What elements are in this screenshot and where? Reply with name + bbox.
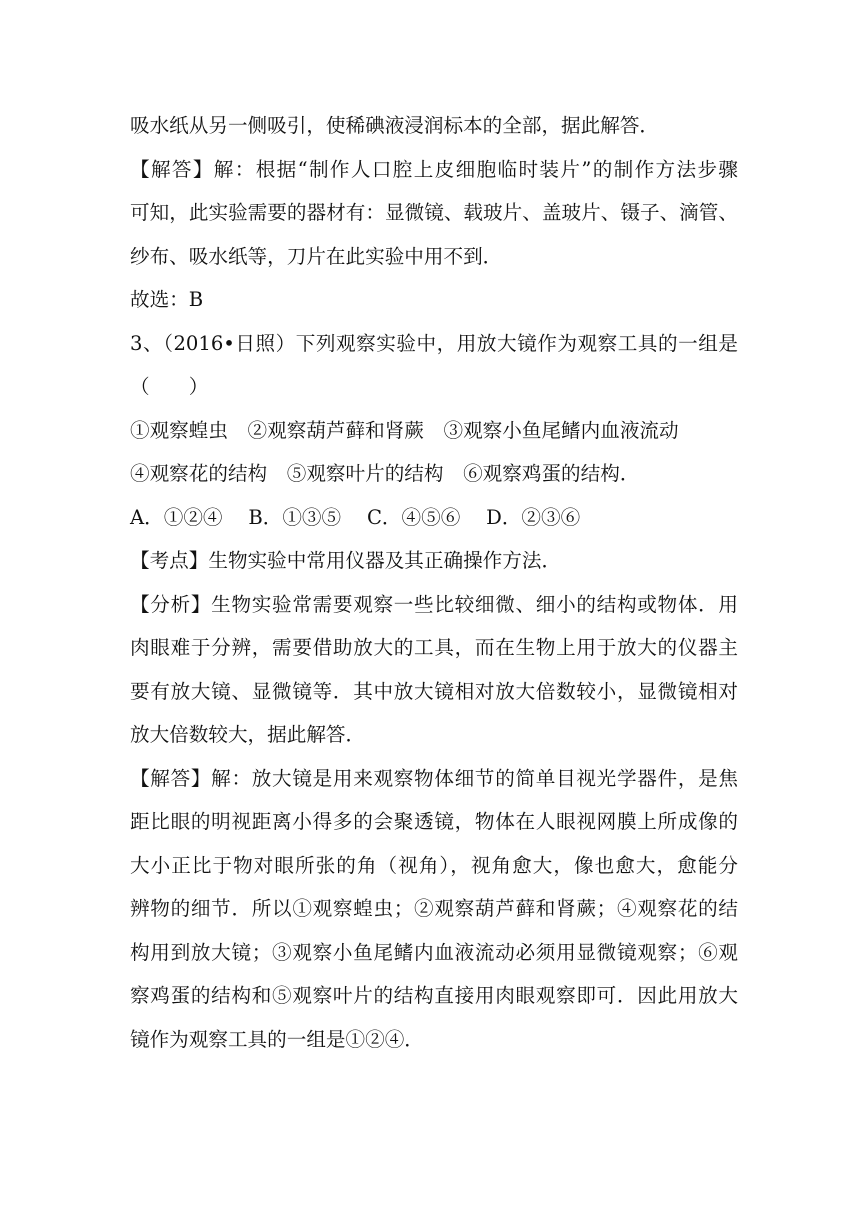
text-line-answer-1: 【解答】解：根据“制作人口腔上皮细胞临时装片”的制作方法步骤 [130, 157, 738, 181]
text-line-key-point: 【考点】生物实验中常用仪器及其正确操作方法． [130, 549, 562, 572]
question-3-items-1: ①观察蝗虫 ②观察葫芦藓和肾蕨 ③观察小鱼尾鳍内血液流动 [130, 418, 679, 442]
text-line-solution-6: 察鸡蛋的结构和⑤观察叶片的结构直接用肉眼观察即可．因此用放大 [130, 984, 738, 1007]
text-line-answer-3: 纱布、吸水纸等，刀片在此实验中用不到． [130, 244, 503, 268]
question-3-blank: （ ） [130, 375, 209, 398]
text-line-solution-3: 大小正比于物对眼所张的角（视角），视角愈大，像也愈大，愈能分 [130, 853, 738, 877]
document-body [130, 104, 738, 1061]
text-line-solution-1: 【解答】解：放大镜是用来观察物体细节的简单目视光学器件，是焦 [130, 766, 738, 790]
text-line-analysis-1: 【分析】生物实验常需要观察一些比较细微、细小的结构或物体．用 [130, 592, 738, 616]
text-line-analysis-2: 肉眼难于分辨，需要借助放大的工具，而在生物上用于放大的仪器主 [130, 636, 738, 659]
text-line-answer-2: 可知，此实验需要的器材有：显微镜、载玻片、盖玻片、镊子、滴管、 [130, 201, 738, 224]
question-3-options: A．①②④ B．①③⑤ C．④⑤⑥ D．②③⑥ [130, 505, 581, 529]
text-line-solution-4: 辨物的细节．所以①观察蝗虫；②观察葫芦藓和肾蕨；④观察花的结 [130, 897, 738, 920]
text-line-analysis-end: 吸水纸从另一侧吸引，使稀碘液浸润标本的全部，据此解答． [130, 114, 660, 137]
text-line-choice: 故选：B [130, 288, 204, 311]
text-line-analysis-4: 放大倍数较大，据此解答． [130, 723, 366, 746]
text-line-solution-2: 距比眼的明视距离小得多的会聚透镜，物体在人眼视网膜上所成像的 [130, 810, 738, 833]
text-line-analysis-3: 要有放大镜、显微镜等．其中放大镜相对放大倍数较小，显微镜相对 [130, 679, 738, 703]
question-3-stem: 3、（2016•日照）下列观察实验中，用放大镜作为观察工具的一组是 [130, 331, 738, 355]
text-line-solution-5: 构用到放大镜；③观察小鱼尾鳍内血液流动必须用显微镜观察；⑥观 [130, 940, 738, 964]
text-line-solution-7: 镜作为观察工具的一组是①②④． [130, 1027, 424, 1051]
question-3-items-2: ④观察花的结构 ⑤观察叶片的结构 ⑥观察鸡蛋的结构． [130, 462, 640, 485]
